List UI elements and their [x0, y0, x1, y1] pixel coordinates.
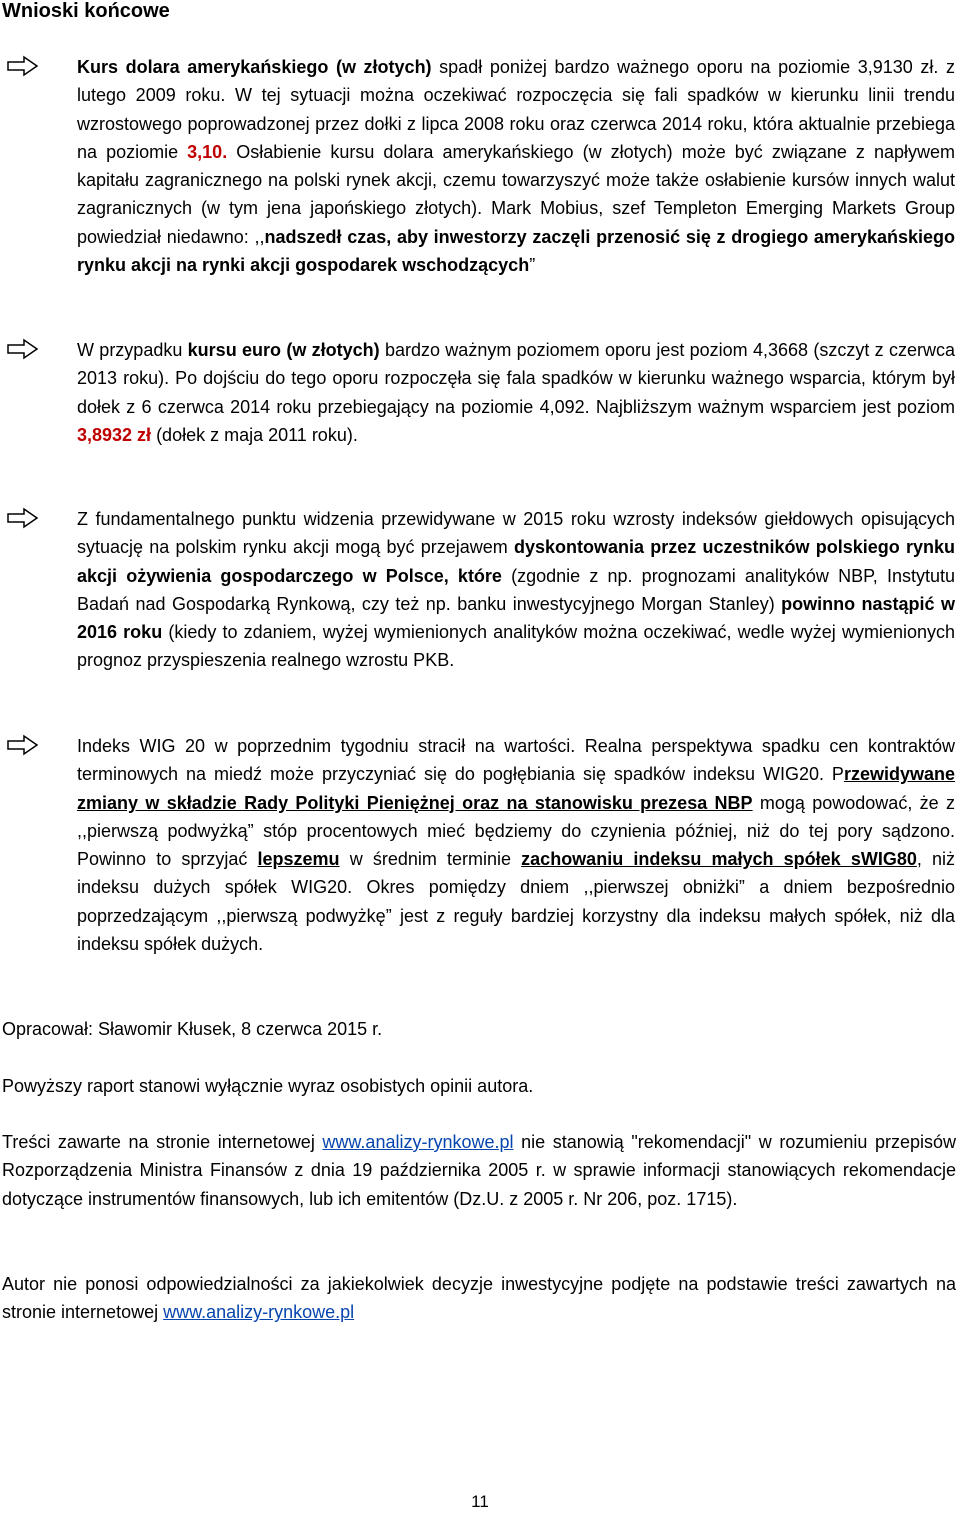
author-line: Opracował: Sławomir Kłusek, 8 czerwca 2015 r. [2, 1019, 383, 1039]
text-run: Osłabienie kursu dolara amerykańskiego (w złotych) może być związane z napływem kapitału zagranicznego na polski rynek akcji, czemu towarzyszyć może także osłabienie kursów innych walut zagranicznych (w tym jena japońskiego złotych). Mark Mobius, szef Templeton Emerging Markets Group powiedział niedawno: ,, [77, 141, 955, 247]
text-run: powinno nastąpić w 2016 roku [77, 593, 955, 643]
bullet-text [77, 53, 955, 279]
text-run: Indeks WIG 20 w poprzednim tygodniu stracił na wartości. Realna perspektywa spadku cen kontraktów terminowych na miedź może przyczyniać się do pogłębiania się spadków indeksu WIG20. P [77, 736, 955, 785]
website-link[interactable]: www.analizy-rynkowe.pl [322, 1132, 514, 1152]
bullet-text [77, 732, 955, 958]
text-run: lepszemu [257, 849, 340, 870]
text-run: Kurs dolara amerykańskiego (w złotych) [77, 57, 432, 77]
text-run: dyskontowania przez uczestników polskiego rynku akcji ożywienia gospodarczego w Polsce, które [77, 537, 955, 586]
liability-paragraph [2, 1270, 956, 1327]
text-run: Z fundamentalnego punktu widzenia przewidywane w 2015 roku wzrosty indeksów giełdowych opisujących sytuację na polskim rynku akcji mogą być przejawem [77, 509, 955, 558]
text-run: W przypadku [77, 340, 188, 360]
section-heading: Wnioski końcowe [2, 0, 170, 22]
outline-arrow-right-icon [6, 338, 40, 360]
text-run: (kiedy to zdaniem, wyżej wymienionych analityków można oczekiwać, wedle wyżej wymienionych prognoz przyspieszenia realnego wzrostu PKB. [77, 622, 955, 671]
text-run: mogą powodować, że z ,,pierwszą podwyżką” stóp procentowych mieć będziemy do czynienia później, niż do tej pory sądzono. Powinno to sprzyjać [77, 792, 955, 870]
website-link[interactable]: www.analizy-rynkowe.pl [163, 1302, 355, 1323]
text-run: (dołek z maja 2011 roku). [151, 424, 358, 445]
text-run: nadszedł czas, aby inwestorzy zaczęli przenosić się z drogiego amerykańskiego rynku akcji na rynki akcji gospodarek wschodzących [77, 226, 955, 276]
text-run: rzewidywane zmiany w składzie Rady Polityki Pieniężnej oraz na stanowisku prezesa NBP [77, 764, 955, 813]
text-run: ” [529, 255, 536, 276]
text-run: , niż indeksu dużych spółek WIG20. Okres pomiędzy dniem ,,pierwszej obniżki” a dniem bezpośrednio poprzedzającym ,,pierwszą podwyżkę” jest z reguły bardziej korzystny dla indeksu małych spółek, niż dla indeksu spółek dużych. [77, 849, 956, 955]
text-run: 3,10. [187, 141, 228, 162]
disclaimer-paragraph [2, 1128, 956, 1213]
disclaimer-text-before: Treści zawarte na stronie internetowej [2, 1132, 323, 1152]
text-run: bardzo ważnym poziomem oporu jest poziom 4,3668 (szczyt z czerwca 2013 roku). Po dojściu do tego oporu rozpoczęła się fala spadków w kierunku ważnego wsparcia, którym był dołek z 6 czerwca 2014 roku przebiegający na poziomie 4,092. Najbliższym ważnym wsparciem jest poziom [77, 340, 955, 417]
text-run: kursu euro (w złotych) [187, 340, 380, 360]
text-run: w średnim terminie [339, 849, 522, 870]
text-run: spadł poniżej bardzo ważnego oporu na poziomie 3,9130 zł. z lutego 2009 roku. W tej sytuacji można oczekiwać rozpoczęcia się fali spadków w kierunku linii trendu wzrostowego poprowadzonej przez dołki z lipca 2008 roku oraz czerwca 2014 roku, która aktualnie przebiega na poziomie [77, 57, 955, 162]
disclaimer-text-after: nie stanowią "rekomendacji" w rozumieniu przepisów Rozporządzenia Ministra Finansów z dnia 19 października 2005 r. w sprawie informacji stanowiących rekomendacje dotyczące instrumentów finansowych, lub ich emitentów (Dz.U. z 2005 r. Nr 206, poz. 1715). [2, 1132, 957, 1209]
outline-arrow-right-icon [6, 507, 40, 529]
bullet-eur [6, 336, 956, 449]
outline-arrow-right-icon [6, 734, 40, 756]
text-run: 3,8932 zł [77, 424, 152, 445]
opinion-line: Powyższy raport stanowi wyłącznie wyraz osobistych opinii autora. [2, 1076, 534, 1096]
bullet-wig20 [6, 732, 956, 958]
liability-text: Autor nie ponosi odpowiedzialności za jakiekolwiek decyzje inwestycyjne podjęte na podstawie treści zawartych na stronie internetowej [2, 1274, 956, 1323]
bullet-text [77, 505, 955, 675]
outline-arrow-right-icon [6, 55, 40, 77]
page-number: 11 [471, 1492, 489, 1511]
bullet-usd [6, 53, 956, 279]
text-run: (zgodnie z np. prognozami analityków NBP, Instytutu Badań nad Gospodarką Rynkową, czy też np. banku inwestycyjnego Morgan Stanley) [77, 565, 955, 614]
bullet-text [77, 336, 955, 449]
text-run: zachowaniu indeksu małych spółek sWIG80 [521, 849, 917, 870]
bullet-fundamentals [6, 505, 956, 675]
